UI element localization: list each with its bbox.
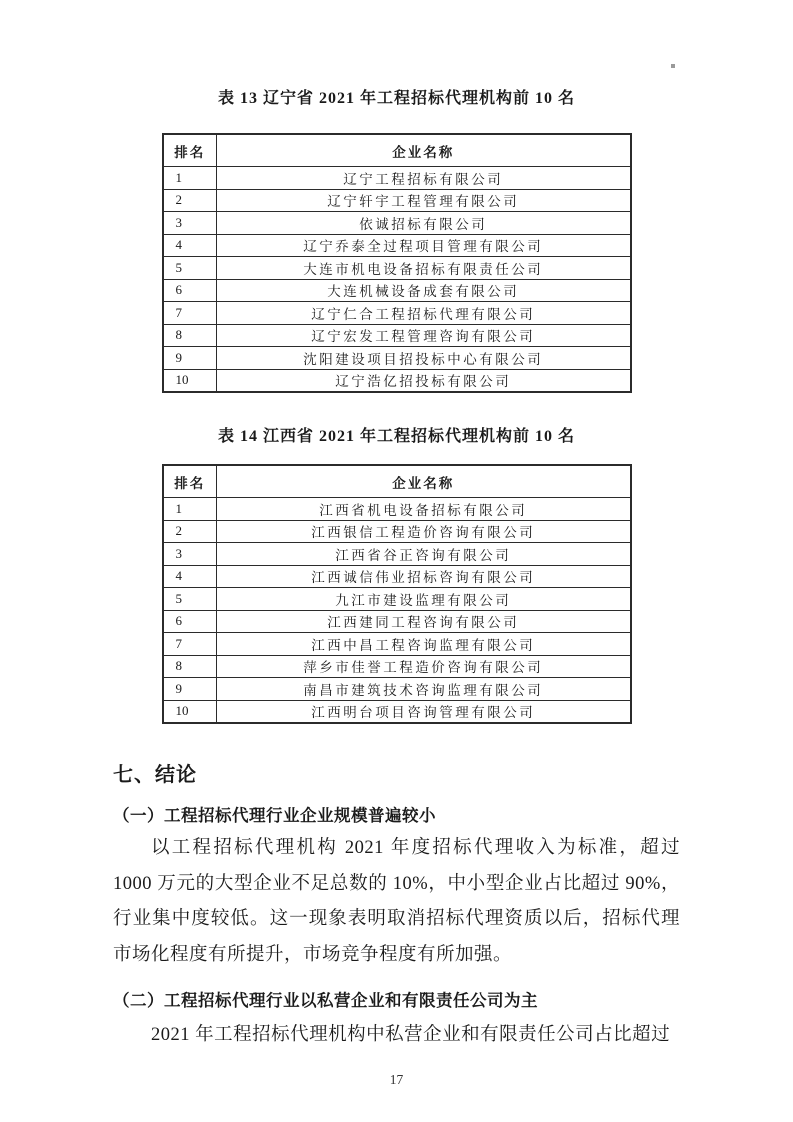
company-cell: 江西省机电设备招标有限公司	[217, 498, 631, 521]
rank-cell: 7	[163, 302, 217, 325]
table-row	[163, 610, 631, 633]
table-header-row	[163, 465, 631, 498]
table-row	[163, 324, 631, 347]
table-row	[163, 279, 631, 302]
column-header-rank: 排名	[163, 134, 217, 167]
table-row	[163, 520, 631, 543]
subsection-1-heading: （一）工程招标代理行业企业规模普遍较小	[113, 806, 436, 825]
subsection-2-paragraph: 2021 年工程招标代理机构中私营企业和有限责任公司占比超过	[151, 1025, 671, 1045]
rank-cell: 3	[163, 212, 217, 235]
company-cell: 江西诚信伟业招标咨询有限公司	[217, 565, 631, 588]
table-row	[163, 347, 631, 370]
company-cell: 江西银信工程造价咨询有限公司	[217, 520, 631, 543]
company-cell: 辽宁乔泰全过程项目管理有限公司	[217, 234, 631, 257]
section-heading-conclusion: 七、结论	[113, 764, 197, 786]
rank-cell: 5	[163, 257, 217, 280]
table-row	[163, 655, 631, 678]
table-row	[163, 588, 631, 611]
rank-cell: 7	[163, 633, 217, 656]
table-row	[163, 543, 631, 566]
table-row	[163, 234, 631, 257]
rank-cell: 9	[163, 678, 217, 701]
company-cell: 大连市机电设备招标有限责任公司	[217, 257, 631, 280]
company-cell: 江西建同工程咨询有限公司	[217, 610, 631, 633]
table-row	[163, 498, 631, 521]
table-row	[163, 633, 631, 656]
column-header-rank: 排名	[163, 465, 217, 498]
table-row	[163, 369, 631, 392]
column-header-company: 企业名称	[217, 465, 631, 498]
table-row	[163, 189, 631, 212]
rank-cell: 2	[163, 520, 217, 543]
rank-cell: 8	[163, 655, 217, 678]
company-cell: 萍乡市佳誉工程造价咨询有限公司	[217, 655, 631, 678]
rank-cell: 10	[163, 700, 217, 723]
table-row	[163, 212, 631, 235]
company-cell: 江西明台项目咨询管理有限公司	[217, 700, 631, 723]
table13-liaoning-top10	[162, 133, 632, 393]
company-cell: 辽宁轩宇工程管理有限公司	[217, 189, 631, 212]
scan-artifact-dot	[671, 64, 675, 68]
company-cell: 南昌市建筑技术咨询监理有限公司	[217, 678, 631, 701]
rank-cell: 9	[163, 347, 217, 370]
table13-title: 表 13 辽宁省 2021 年工程招标代理机构前 10 名	[217, 90, 575, 107]
table-header-row	[163, 134, 631, 167]
rank-cell: 3	[163, 543, 217, 566]
company-cell: 江西中昌工程咨询监理有限公司	[217, 633, 631, 656]
page-number: 17	[389, 1071, 404, 1087]
table-row	[163, 302, 631, 325]
company-cell: 依诚招标有限公司	[217, 212, 631, 235]
company-cell: 辽宁仁合工程招标代理有限公司	[217, 302, 631, 325]
company-cell: 大连机械设备成套有限公司	[217, 279, 631, 302]
rank-cell: 1	[163, 167, 217, 190]
company-cell: 辽宁宏发工程管理咨询有限公司	[217, 324, 631, 347]
rank-cell: 1	[163, 498, 217, 521]
company-cell: 江西省谷正咨询有限公司	[217, 543, 631, 566]
subsection-2-heading: （二）工程招标代理行业以私营企业和有限责任公司为主	[113, 991, 538, 1010]
rank-cell: 10	[163, 369, 217, 392]
table-row	[163, 678, 631, 701]
company-cell: 辽宁工程招标有限公司	[217, 167, 631, 190]
table14-jiangxi-top10	[162, 464, 632, 724]
rank-cell: 4	[163, 565, 217, 588]
table-row	[163, 257, 631, 280]
company-cell: 辽宁浩亿招投标有限公司	[217, 369, 631, 392]
rank-cell: 2	[163, 189, 217, 212]
rank-cell: 4	[163, 234, 217, 257]
rank-cell: 8	[163, 324, 217, 347]
rank-cell: 6	[163, 610, 217, 633]
rank-cell: 6	[163, 279, 217, 302]
subsection-1-paragraph: 以工程招标代理机构 2021 年度招标代理收入为标准，超过 1000 万元的大型企业不足总数的 10%，中小型企业占比超过 90%，行业集中度较低。这一现象表明取消招标代理资质以后，招标代理市场化程度有所提升，市场竞争程度有所加强。	[113, 838, 680, 965]
company-cell: 沈阳建设项目招投标中心有限公司	[217, 347, 631, 370]
table14-title: 表 14 江西省 2021 年工程招标代理机构前 10 名	[217, 428, 575, 445]
company-cell: 九江市建设监理有限公司	[217, 588, 631, 611]
rank-cell: 5	[163, 588, 217, 611]
table-row	[163, 700, 631, 723]
column-header-company: 企业名称	[217, 134, 631, 167]
table-row	[163, 167, 631, 190]
conclusion-section	[113, 761, 680, 1054]
table-row	[163, 565, 631, 588]
